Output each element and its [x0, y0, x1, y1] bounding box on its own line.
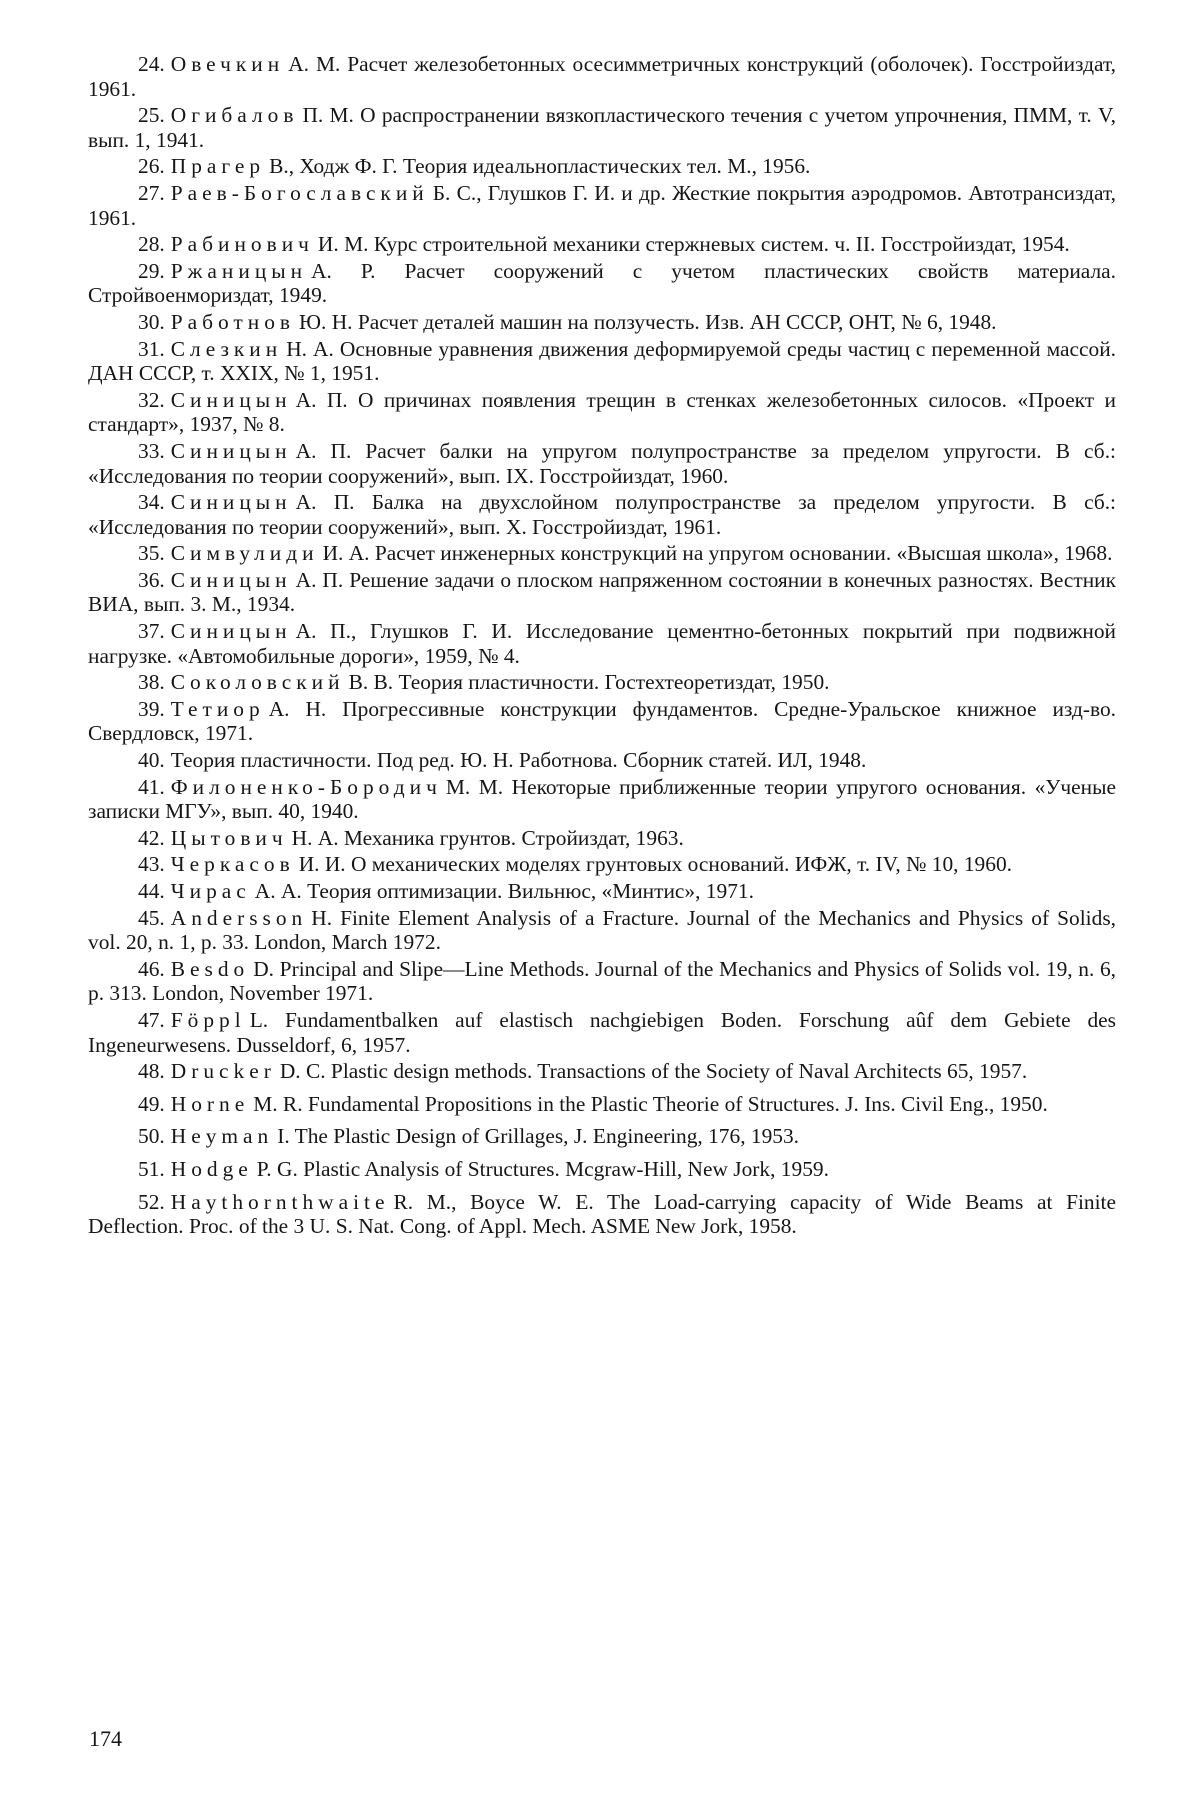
reference-author: Цытович: [170, 825, 288, 850]
reference-text: А. Н. Прогрессивные конструкции фундаментов. Средне-Уральское книжное изд-во. Свердловск, 1971.: [88, 696, 1116, 746]
reference-text: А. П. Балка на двухслойном полупространстве за пределом упругости. В сб.: «Исследования по теории сооружений», вып. X. Госстройиздат, 1961.: [88, 490, 1116, 539]
reference-entry: [88, 1059, 1116, 1084]
reference-text: А. Р. Расчет сооружений с учетом пластических свойств материала. Стройвоенмориздат, 1949.: [88, 258, 1116, 308]
page-number: 174: [89, 1726, 122, 1751]
reference-entry: [88, 337, 1116, 386]
reference-author: Соколовский: [170, 670, 345, 695]
reference-author: Haythornthwaite: [170, 1189, 390, 1214]
reference-entry: [88, 181, 1116, 230]
reference-author: Föppl: [170, 1007, 246, 1032]
reference-entry: [88, 439, 1116, 488]
reference-text: Б. С., Глушков Г. И. и др. Жесткие покрытия аэродромов. Автотрансиздат, 1961.: [88, 180, 1116, 230]
reference-author: Раев-Богославский: [170, 180, 429, 205]
reference-entry: [88, 1008, 1116, 1057]
reference-author: Синицын: [170, 490, 292, 515]
reference-author: Симвулиди: [170, 541, 319, 566]
reference-text: П. М. О распространении вязкопластического течения с учетом упрочнения, ПММ, т. V, вып. 1, 1941.: [88, 103, 1116, 152]
reference-number: 44.: [138, 879, 165, 903]
reference-entry: [88, 906, 1116, 955]
reference-entry: [88, 388, 1116, 437]
reference-text: R. M., Boyce W. E. The Load-carrying capacity of Wide Beams at Finite Deflection. Proc. of the 3 U. S. Nat. Cong. of Appl. Mech. ASME New Jork, 1958.: [88, 1189, 1116, 1239]
reference-number: 36.: [138, 567, 165, 592]
reference-number: 25.: [138, 103, 165, 128]
reference-entry: [88, 697, 1116, 746]
reference-author: Работнов: [170, 309, 296, 334]
reference-entry: [88, 1190, 1116, 1239]
reference-text: M. R. Fundamental Propositions in the Plastic Theorie of Structures. J. Ins. Civil Eng., 1950.: [253, 1091, 1048, 1116]
reference-entry: [88, 154, 1116, 179]
reference-entry: [88, 541, 1116, 566]
reference-author: Andersson: [170, 905, 308, 930]
reference-author: Heyman: [170, 1124, 274, 1149]
reference-author: Филоненко-Бородич: [170, 774, 442, 799]
reference-entry: [88, 103, 1116, 152]
reference-text: И. И. О механических моделях грунтовых оснований. ИФЖ, т. IV, № 10, 1960.: [298, 852, 1012, 877]
reference-number: 38.: [138, 670, 165, 695]
reference-text: А. М. Расчет железобетонных осесимметричных конструкций (оболочек). Госстройиздат, 1961.: [88, 52, 1116, 101]
reference-number: 47.: [138, 1007, 165, 1032]
reference-author: Besdo: [170, 956, 250, 981]
reference-text: А. П. Расчет балки на упругом полупространстве за пределом упругости. В сб.: «Исследования по теории сооружений», вып. IX. Госстройиздат, 1960.: [88, 438, 1116, 488]
reference-number: 27.: [138, 180, 165, 205]
reference-text: И. А. Расчет инженерных конструкций на упругом основании. «Высшая школа», 1968.: [322, 541, 1113, 566]
reference-number: 52.: [138, 1189, 165, 1214]
reference-author: Синицын: [170, 438, 292, 463]
reference-entry: [88, 957, 1116, 1006]
reference-entry: [88, 619, 1116, 668]
reference-text: А. П. Решение задачи о плоском напряженном состоянии в конечных разностях. Вестник ВИА, вып. 3. М., 1934.: [88, 567, 1116, 617]
reference-number: 50.: [138, 1124, 165, 1149]
reference-text: Ю. Н. Расчет деталей машин на ползучесть. Изв. АН СССР, ОНТ, № 6, 1948.: [299, 309, 997, 334]
reference-number: 31.: [138, 336, 165, 361]
reference-text: А. П. О причинах появления трещин в стенках железобетонных силосов. «Проект и стандарт», 1937, № 8.: [88, 387, 1116, 437]
reference-entry: [88, 52, 1116, 101]
reference-entry: [88, 1124, 1116, 1149]
reference-author: Horne: [170, 1091, 250, 1116]
reference-entry: [88, 775, 1116, 824]
reference-number: 30.: [138, 309, 165, 334]
reference-number: 45.: [138, 905, 165, 930]
reference-author: Чирас: [170, 879, 251, 903]
reference-entry: [88, 232, 1116, 257]
reference-text: H. Finite Element Analysis of a Fracture. Journal of the Mechanics and Physics of Solids, vol. 20, n. 1, p. 33. London, March 1972.: [88, 905, 1116, 955]
reference-text: D. C. Plastic design methods. Transactions of the Society of Naval Architects 65, 1957.: [279, 1059, 1028, 1084]
reference-entry: [88, 259, 1116, 308]
reference-author: Черкасов: [170, 852, 295, 877]
reference-entry: [88, 568, 1116, 617]
reference-number: 48.: [138, 1059, 165, 1084]
reference-author: Тетиор: [170, 696, 265, 721]
reference-number: 46.: [138, 956, 165, 981]
reference-entry: [88, 310, 1116, 335]
reference-text: А. А. Теория оптимизации. Вильнюс, «Минтис», 1971.: [254, 879, 754, 903]
reference-number: 49.: [138, 1091, 165, 1116]
reference-entry: [88, 1092, 1116, 1117]
reference-author: Синицын: [170, 387, 292, 412]
reference-entry: [88, 879, 1116, 904]
reference-text: D. Principal and Slipe—Line Methods. Journal of the Mechanics and Physics of Solids vol. 19, n. 6, p. 313. London, November 1971.: [88, 956, 1116, 1006]
reference-author: Drucker: [170, 1059, 276, 1084]
reference-number: 35.: [138, 541, 165, 566]
reference-number: 32.: [138, 387, 165, 412]
reference-entry: [88, 748, 1116, 773]
reference-number: 37.: [138, 619, 165, 644]
reference-author: Слезкин: [170, 336, 283, 361]
reference-author: Огибалов: [170, 103, 299, 128]
reference-number: 28.: [138, 232, 165, 257]
reference-number: 24.: [138, 52, 165, 76]
reference-author: Рабинович: [170, 232, 314, 257]
reference-text: I. The Plastic Design of Grillages, J. Engineering, 176, 1953.: [277, 1124, 800, 1149]
reference-number: 43.: [138, 852, 165, 877]
reference-author: Ржаницын: [170, 258, 308, 283]
reference-number: 34.: [138, 490, 165, 515]
reference-text: L. Fundamentbalken auf elastisch nachgiebigen Boden. Forschung aûf dem Gebiete des Ingeneurwesens. Dusseldorf, 6, 1957.: [88, 1007, 1116, 1057]
reference-number: 40.: [138, 748, 165, 773]
reference-text: А. П., Глушков Г. И. Исследование цементно-бетонных покрытий при подвижной нагрузке. «Автомобильные дороги», 1959, № 4.: [88, 619, 1116, 668]
reference-entry: [88, 1157, 1116, 1182]
reference-author: Синицын: [170, 619, 292, 644]
reference-number: 51.: [138, 1156, 165, 1181]
reference-number: 42.: [138, 825, 165, 850]
reference-author: Синицын: [170, 567, 292, 592]
reference-author: Прагер: [170, 154, 266, 179]
reference-entry: [88, 670, 1116, 695]
reference-entry: [88, 852, 1116, 877]
bibliography-list: [88, 52, 1116, 1247]
reference-number: 39.: [138, 696, 165, 721]
reference-number: 33.: [138, 438, 165, 463]
reference-text: P. G. Plastic Analysis of Structures. Mcgraw-Hill, New Jork, 1959.: [256, 1156, 829, 1181]
reference-entry: [88, 826, 1116, 851]
reference-author: Овечкин: [170, 52, 285, 76]
reference-text: В., Ходж Ф. Г. Теория идеальнопластических тел. М., 1956.: [269, 154, 811, 179]
reference-text: И. М. Курс строительной механики стержневых систем. ч. II. Госстройиздат, 1954.: [317, 232, 1070, 257]
reference-entry: [88, 490, 1116, 539]
reference-number: 41.: [138, 774, 165, 799]
reference-text: Теория пластичности. Под ред. Ю. Н. Работнова. Сборник статей. ИЛ, 1948.: [170, 748, 867, 773]
reference-number: 26.: [138, 154, 165, 179]
reference-text: Н. А. Основные уравнения движения деформируемой среды частиц с переменной массой. ДАН СССР, т. XXIX, № 1, 1951.: [88, 336, 1116, 386]
reference-author: Hodge: [170, 1156, 253, 1181]
reference-number: 29.: [138, 258, 165, 283]
reference-text: В. В. Теория пластичности. Гостехтеоретиздат, 1950.: [348, 670, 830, 695]
reference-text: М. М. Некоторые приближенные теории упругого основания. «Ученые записки МГУ», вып. 40, 1940.: [88, 774, 1116, 824]
reference-text: Н. А. Механика грунтов. Стройиздат, 1963.: [291, 825, 684, 850]
